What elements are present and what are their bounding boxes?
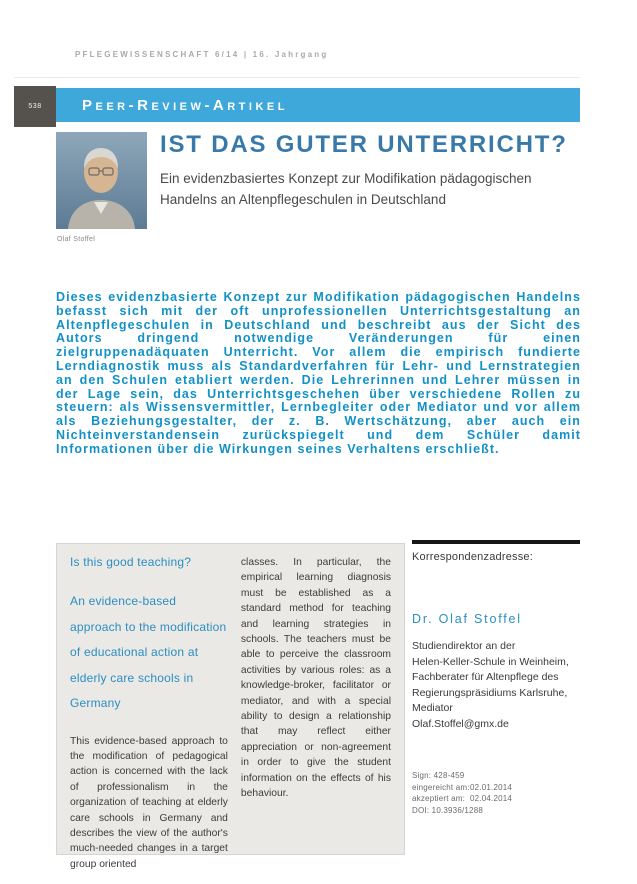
meta-submitted xyxy=(412,782,580,794)
correspondence-line: Studiendirektor an der xyxy=(412,640,516,652)
english-abstract-text-1: This evidence-based approach to the modification of pedagogical action is concerned with the lack of professionalism in the organization of teaching at elderly care schools in Germany and describes the view of the author's much-needed changes in a target group oriented xyxy=(70,735,228,870)
english-abstract-text-2: classes. In particular, the empirical learning diagnosis must be established as a standard method for teaching and learning strategies in schools. The teachers must be able to perceive the classroom activities by various roles: as a knowledge-broker, facilitator or mediator, and with a special ability to design a relationship that may reflect either appreciation or non-agreement in order to give the student information on the effects of his behaviour. xyxy=(240,557,391,800)
english-abstract-column-2 xyxy=(241,555,391,843)
correspondence-panel xyxy=(412,540,580,732)
peer-review-banner xyxy=(56,88,580,122)
meta-accepted-value: 02.04.2014 xyxy=(470,794,513,803)
correspondence-name: Dr. Olaf Stoffel xyxy=(412,612,522,626)
journal-header: PFLEGEWISSENSCHAFT 6/14 | 16. Jahrgang xyxy=(75,50,329,59)
author-photo xyxy=(56,132,147,229)
english-heading: Is this good teaching? xyxy=(70,555,192,569)
correspondence-address xyxy=(412,639,580,732)
article-title: IST DAS GUTER UNTERRICHT? xyxy=(160,131,568,158)
header-divider xyxy=(14,77,580,78)
meta-submitted-value: 02.01.2014 xyxy=(470,782,513,792)
correspondence-line: Helen-Keller-Schule in Weinheim, xyxy=(412,655,569,668)
english-abstract-column-1 xyxy=(70,555,228,870)
english-abstract-box xyxy=(56,543,405,870)
meta-sign-text: Sign: 428-459 xyxy=(412,771,465,780)
correspondence-line: Mediator xyxy=(412,702,453,714)
correspondence-top-bar xyxy=(412,540,580,544)
meta-doi xyxy=(412,805,580,817)
english-subheading: An evidence-based approach to the modification of educational action at elderly care schools in Germany xyxy=(70,594,227,710)
peer-review-banner-label: Peer-Review-Artikel xyxy=(82,96,288,114)
article-meta xyxy=(412,770,580,816)
correspondence-line: Fachberater für Altenpflege des xyxy=(412,671,559,683)
meta-accepted xyxy=(412,793,580,805)
meta-accepted-label: akzeptiert am: xyxy=(412,794,466,803)
photo-caption: Olaf Stoffel xyxy=(57,236,96,243)
meta-submitted-label: eingereicht am: xyxy=(412,782,470,792)
german-abstract: Dieses evidenzbasierte Konzept zur Modifikation pädagogischen Handelns befasst sich mit der oft unprofessionellen Unterrichtsgestaltung an Altenpflegeschulen in Deutschland und beschreibt aus der Sicht des Autors dringend notwendige Veränderungen für einen zielgruppenadäquaten Unterricht. Vor allem die empirisch fundierte Lerndiagnostik muss als Standardverfahren für Lehr- und Lernstrategien an den Schulen etabliert werden. Die Lehrerinnen und Lehrer müssen in der Lage sein, das Unterrichtsgeschehen über verschiedene Rollen zu steuern: als Wissensvermittler, Lernbegleiter oder Mediator und vor allem als Beziehungsgestalter, der z. B. Wertschätzung, aber auch ein Nichteinverstandensein zurückspiegelt und dem Schüler damit Informationen über die Wirkungen seines Verhaltens erschließt. xyxy=(56,290,581,456)
correspondence-email: Olaf.Stoffel@gmx.de xyxy=(412,717,509,730)
page-number-badge: 538 xyxy=(14,86,56,127)
meta-doi-text: DOI: 10.3936/1288 xyxy=(412,805,484,815)
correspondence-line: Regierungspräsidiums Karlsruhe, xyxy=(412,686,568,699)
meta-sign xyxy=(412,770,580,782)
correspondence-label: Korrespondenzadresse: xyxy=(412,551,533,563)
article-subtitle: Ein evidenzbasiertes Konzept zur Modifikation pädagogischen Handelns an Altenpflegeschulen in Deutschland xyxy=(160,171,532,207)
